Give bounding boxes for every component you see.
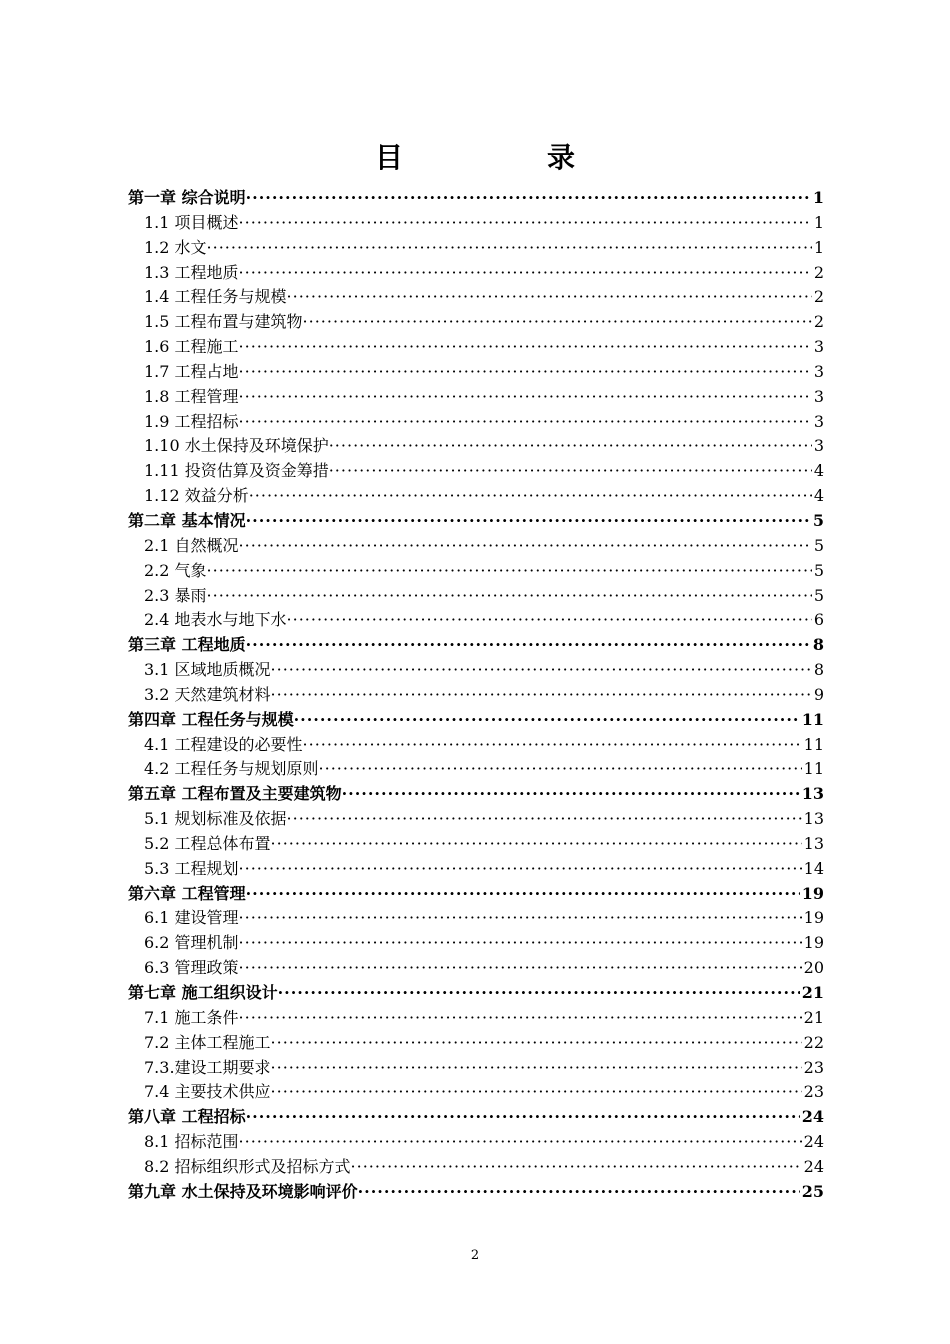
toc-entry-label: 第五章 工程布置及主要建筑物 xyxy=(128,784,342,804)
table-of-contents xyxy=(128,186,824,1205)
toc-entry-label: 1.8 工程管理 xyxy=(144,386,239,406)
toc-section-entry[interactable] xyxy=(128,1031,824,1056)
toc-entry-label: 第七章 施工组织设计 xyxy=(128,983,278,1002)
toc-section-entry[interactable] xyxy=(128,1155,824,1180)
toc-chapter-entry[interactable] xyxy=(128,782,824,807)
toc-entry-page: 2 xyxy=(813,287,824,307)
toc-entry-page: 5 xyxy=(813,560,824,580)
toc-section-entry[interactable] xyxy=(128,410,824,435)
toc-entry-label: 6.3 管理政策 xyxy=(144,958,239,978)
toc-entry-label: 1.4 工程任务与规模 xyxy=(144,287,287,307)
toc-leader-dots xyxy=(358,1180,800,1205)
toc-chapter-entry[interactable] xyxy=(128,509,824,534)
toc-leader-dots xyxy=(249,484,812,509)
toc-entry-label: 8.2 招标组织形式及招标方式 xyxy=(144,1156,351,1176)
toc-entry-page: 9 xyxy=(813,684,824,704)
toc-chapter-entry[interactable] xyxy=(128,981,824,1006)
toc-leader-dots xyxy=(246,633,811,658)
toc-leader-dots xyxy=(239,956,802,981)
toc-entry-page: 25 xyxy=(801,1181,824,1201)
toc-leader-dots xyxy=(246,186,811,211)
toc-leader-dots xyxy=(246,509,811,534)
toc-entry-page: 5 xyxy=(813,585,824,605)
toc-leader-dots xyxy=(246,882,800,907)
toc-leader-dots xyxy=(246,1105,800,1130)
toc-entry-label: 1.7 工程占地 xyxy=(144,361,239,381)
toc-entry-label: 2.2 气象 xyxy=(144,560,207,580)
toc-entry-page: 1 xyxy=(812,188,824,207)
toc-leader-dots xyxy=(271,683,812,708)
toc-entry-label: 2.3 暴雨 xyxy=(144,585,207,605)
toc-leader-dots xyxy=(271,1031,802,1056)
toc-leader-dots xyxy=(239,410,812,435)
toc-entry-label: 3.2 天然建筑材料 xyxy=(144,684,271,704)
toc-entry-label: 第四章 工程任务与规模 xyxy=(128,709,294,729)
toc-entry-page: 20 xyxy=(803,958,824,978)
toc-leader-dots xyxy=(239,857,802,882)
toc-entry-page: 3 xyxy=(813,436,824,456)
toc-leader-dots xyxy=(207,584,812,609)
toc-entry-page: 6 xyxy=(813,610,824,630)
toc-leader-dots xyxy=(351,1155,802,1180)
page-number: 2 xyxy=(470,1248,480,1263)
toc-leader-dots xyxy=(271,1080,802,1105)
toc-leader-dots xyxy=(319,757,802,782)
toc-entry-label: 5.1 规划标准及依据 xyxy=(144,809,287,829)
toc-chapter-entry[interactable] xyxy=(128,633,824,658)
toc-entry-label: 1.10 水土保持及环境保护 xyxy=(144,436,329,456)
toc-section-entry[interactable] xyxy=(128,434,824,459)
toc-section-entry[interactable] xyxy=(128,285,824,310)
toc-entry-page: 23 xyxy=(803,1082,824,1102)
toc-entry-page: 24 xyxy=(803,1156,824,1176)
toc-entry-page: 3 xyxy=(813,337,824,357)
toc-entry-page: 2 xyxy=(813,312,824,332)
toc-leader-dots xyxy=(303,310,812,335)
toc-entry-label: 7.2 主体工程施工 xyxy=(144,1032,271,1052)
toc-leader-dots xyxy=(271,658,812,683)
toc-entry-page: 3 xyxy=(813,386,824,406)
toc-section-entry[interactable] xyxy=(128,310,824,335)
toc-section-entry[interactable] xyxy=(128,733,824,758)
toc-section-entry[interactable] xyxy=(128,832,824,857)
toc-section-entry[interactable] xyxy=(128,906,824,931)
toc-entry-label: 1.6 工程施工 xyxy=(144,337,239,357)
toc-entry-page: 8 xyxy=(812,635,824,655)
toc-leader-dots xyxy=(239,211,812,236)
toc-entry-label: 1.12 效益分析 xyxy=(144,486,249,506)
toc-entry-page: 8 xyxy=(813,660,824,680)
toc-entry-page: 1 xyxy=(813,212,824,232)
toc-entry-label: 7.3.建设工期要求 xyxy=(144,1057,271,1077)
toc-leader-dots xyxy=(239,534,812,559)
toc-entry-page: 3 xyxy=(813,361,824,381)
toc-entry-label: 8.1 招标范围 xyxy=(144,1132,239,1152)
toc-entry-page: 4 xyxy=(813,486,824,506)
toc-leader-dots xyxy=(271,832,802,857)
toc-entry-page: 19 xyxy=(803,933,824,953)
toc-entry-page: 13 xyxy=(803,809,824,829)
toc-entry-page: 11 xyxy=(803,759,824,779)
toc-entry-page: 24 xyxy=(803,1132,824,1152)
toc-chapter-entry[interactable] xyxy=(128,708,824,733)
toc-section-entry[interactable] xyxy=(128,1080,824,1105)
toc-entry-label: 第三章 工程地质 xyxy=(128,635,246,655)
toc-entry-label: 第八章 工程招标 xyxy=(128,1107,246,1127)
toc-section-entry[interactable] xyxy=(128,534,824,559)
toc-entry-label: 第六章 工程管理 xyxy=(128,883,246,903)
toc-entry-page: 1 xyxy=(813,237,824,257)
toc-section-entry[interactable] xyxy=(128,559,824,584)
toc-leader-dots xyxy=(287,285,812,310)
toc-leader-dots xyxy=(239,1006,802,1031)
toc-leader-dots xyxy=(342,782,800,807)
toc-leader-dots xyxy=(239,261,812,286)
toc-section-entry[interactable] xyxy=(128,683,824,708)
toc-entry-page: 5 xyxy=(813,535,824,555)
toc-entry-label: 3.1 区域地质概况 xyxy=(144,660,271,680)
toc-leader-dots xyxy=(278,981,800,1006)
toc-section-entry[interactable] xyxy=(128,807,824,832)
toc-entry-label: 1.5 工程布置与建筑物 xyxy=(144,312,303,332)
toc-leader-dots xyxy=(239,906,802,931)
toc-entry-label: 2.1 自然概况 xyxy=(144,535,239,555)
toc-entry-label: 第二章 基本情况 xyxy=(128,510,246,530)
toc-entry-page: 19 xyxy=(801,883,824,903)
toc-section-entry[interactable] xyxy=(128,484,824,509)
page-title: 目 录 xyxy=(374,141,633,174)
toc-chapter-entry[interactable] xyxy=(128,1180,824,1205)
toc-entry-label: 2.4 地表水与地下水 xyxy=(144,610,287,630)
toc-leader-dots xyxy=(271,1056,802,1081)
toc-entry-page: 13 xyxy=(801,784,824,804)
toc-leader-dots xyxy=(287,608,812,633)
toc-section-entry[interactable] xyxy=(128,1006,824,1031)
toc-entry-page: 21 xyxy=(801,983,824,1002)
toc-entry-page: 5 xyxy=(812,510,824,530)
toc-section-entry[interactable] xyxy=(128,1130,824,1155)
toc-section-entry[interactable] xyxy=(128,261,824,286)
toc-entry-label: 7.4 主要技术供应 xyxy=(144,1082,271,1102)
toc-entry-page: 11 xyxy=(801,709,824,729)
toc-chapter-entry[interactable] xyxy=(128,186,824,211)
toc-section-entry[interactable] xyxy=(128,335,824,360)
toc-section-entry[interactable] xyxy=(128,385,824,410)
toc-section-entry[interactable] xyxy=(128,459,824,484)
toc-leader-dots xyxy=(329,434,812,459)
toc-section-entry[interactable] xyxy=(128,658,824,683)
toc-leader-dots xyxy=(239,335,812,360)
toc-entry-label: 第九章 水土保持及环境影响评价 xyxy=(128,1181,358,1201)
toc-entry-page: 2 xyxy=(813,262,824,282)
toc-entry-page: 13 xyxy=(803,833,824,853)
toc-leader-dots xyxy=(329,459,812,484)
toc-entry-page: 22 xyxy=(803,1032,824,1052)
toc-entry-page: 23 xyxy=(803,1057,824,1077)
toc-entry-label: 7.1 施工条件 xyxy=(144,1007,239,1027)
toc-section-entry[interactable] xyxy=(128,360,824,385)
toc-entry-label: 1.3 工程地质 xyxy=(144,262,239,282)
toc-chapter-entry[interactable] xyxy=(128,882,824,907)
toc-entry-label: 1.9 工程招标 xyxy=(144,411,239,431)
toc-entry-label: 6.2 管理机制 xyxy=(144,933,239,953)
toc-leader-dots xyxy=(207,559,812,584)
toc-leader-dots xyxy=(207,236,812,261)
toc-leader-dots xyxy=(294,708,800,733)
toc-section-entry[interactable] xyxy=(128,236,824,261)
toc-entry-label: 1.11 投资估算及资金筹措 xyxy=(144,461,329,481)
toc-section-entry[interactable] xyxy=(128,584,824,609)
toc-entry-label: 第一章 综合说明 xyxy=(128,188,246,207)
toc-leader-dots xyxy=(287,807,802,832)
toc-section-entry[interactable] xyxy=(128,1056,824,1081)
toc-entry-page: 11 xyxy=(803,734,824,754)
toc-entry-page: 24 xyxy=(801,1107,824,1127)
toc-entry-label: 4.2 工程任务与规划原则 xyxy=(144,759,319,779)
toc-entry-label: 1.2 水文 xyxy=(144,237,207,257)
toc-entry-label: 1.1 项目概述 xyxy=(144,212,239,232)
toc-section-entry[interactable] xyxy=(128,857,824,882)
toc-section-entry[interactable] xyxy=(128,956,824,981)
toc-entry-page: 14 xyxy=(803,858,824,878)
toc-entry-page: 19 xyxy=(803,908,824,928)
toc-section-entry[interactable] xyxy=(128,608,824,633)
toc-chapter-entry[interactable] xyxy=(128,1105,824,1130)
toc-leader-dots xyxy=(239,360,812,385)
toc-section-entry[interactable] xyxy=(128,211,824,236)
toc-entry-page: 4 xyxy=(813,461,824,481)
toc-leader-dots xyxy=(239,1130,802,1155)
toc-entry-page: 3 xyxy=(813,411,824,431)
toc-entry-label: 5.3 工程规划 xyxy=(144,858,239,878)
toc-leader-dots xyxy=(239,385,812,410)
toc-leader-dots xyxy=(303,733,802,758)
toc-section-entry[interactable] xyxy=(128,757,824,782)
toc-entry-label: 6.1 建设管理 xyxy=(144,908,239,928)
toc-entry-label: 5.2 工程总体布置 xyxy=(144,833,271,853)
toc-leader-dots xyxy=(239,931,802,956)
toc-section-entry[interactable] xyxy=(128,931,824,956)
toc-entry-label: 4.1 工程建设的必要性 xyxy=(144,734,303,754)
toc-entry-page: 21 xyxy=(803,1007,824,1027)
